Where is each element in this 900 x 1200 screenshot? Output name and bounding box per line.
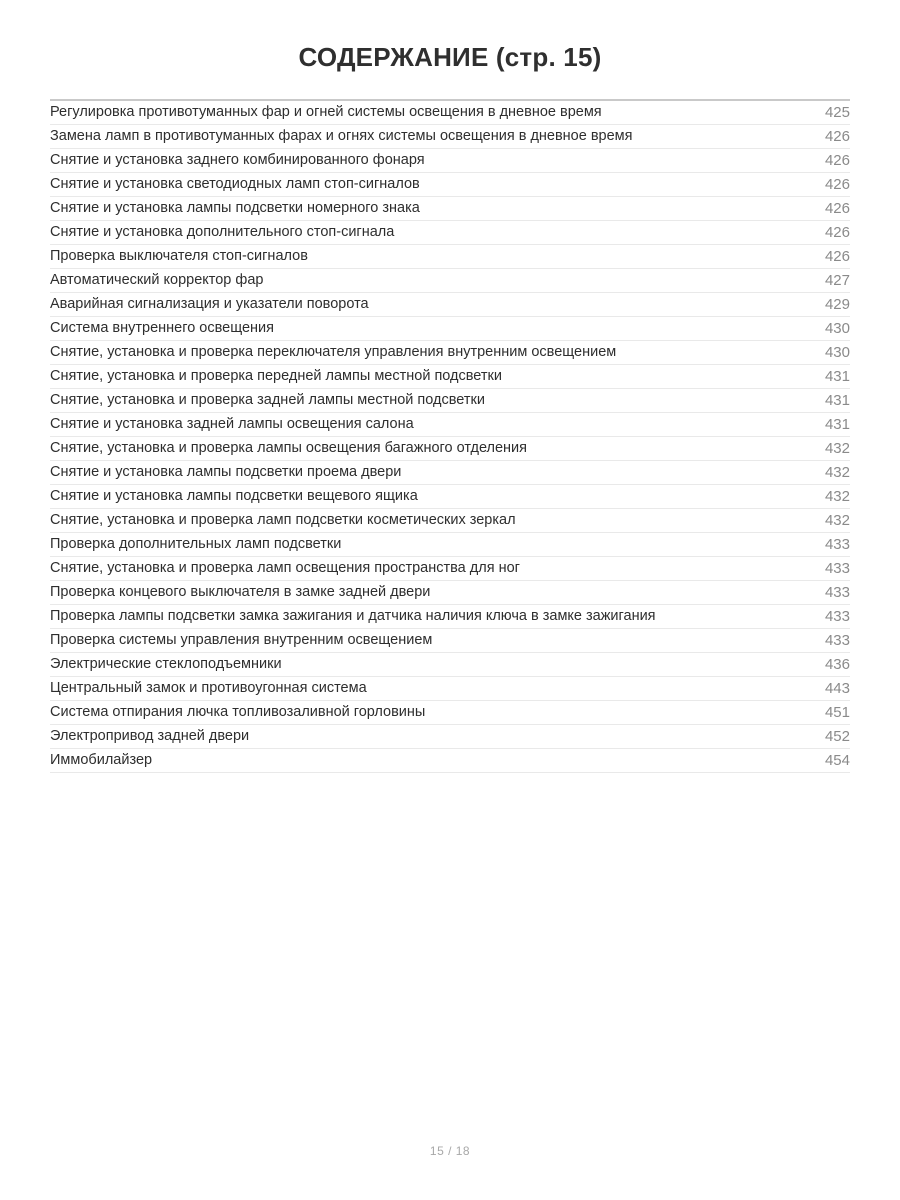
toc-row[interactable] <box>50 365 850 389</box>
page-title: СОДЕРЖАНИЕ (стр. 15) <box>298 42 602 72</box>
toc-entry-page-number: 436 <box>824 656 850 673</box>
toc-entry-page-number: 426 <box>824 248 850 265</box>
toc-entry-page-number: 429 <box>824 296 850 313</box>
toc-row[interactable] <box>50 269 850 293</box>
toc-entry-title[interactable]: Электропривод задней двери <box>50 728 250 744</box>
toc-entry-title[interactable]: Регулировка противотуманных фар и огней системы освещения в дневное время <box>50 104 602 120</box>
toc-row[interactable] <box>50 461 850 485</box>
toc-entry-title[interactable]: Замена ламп в противотуманных фарах и огнях системы освещения в дневное время <box>50 128 633 144</box>
toc-row[interactable] <box>50 221 850 245</box>
toc-row[interactable] <box>50 389 850 413</box>
toc-row[interactable] <box>50 533 850 557</box>
toc-row[interactable] <box>50 197 850 221</box>
toc-entry-page-number: 431 <box>824 416 850 433</box>
toc-entry-page-number: 443 <box>824 680 850 697</box>
toc-row[interactable] <box>50 557 850 581</box>
toc-row[interactable] <box>50 725 850 749</box>
toc-entry-page-number: 426 <box>824 176 850 193</box>
table-of-contents <box>50 99 850 773</box>
toc-table <box>50 99 850 773</box>
toc-entry-title[interactable]: Снятие и установка задней лампы освещения салона <box>50 416 414 432</box>
toc-entry-title[interactable]: Снятие, установка и проверка передней лампы местной подсветки <box>50 368 502 384</box>
toc-entry-page-number: 426 <box>824 128 850 145</box>
toc-row[interactable] <box>50 437 850 461</box>
toc-entry-title[interactable]: Проверка концевого выключателя в замке задней двери <box>50 584 431 600</box>
toc-row[interactable] <box>50 677 850 701</box>
toc-row[interactable] <box>50 293 850 317</box>
toc-entry-title[interactable]: Проверка выключателя стоп-сигналов <box>50 248 308 264</box>
toc-row[interactable] <box>50 701 850 725</box>
toc-entry-title[interactable]: Снятие, установка и проверка ламп освещения пространства для ног <box>50 560 520 576</box>
toc-entry-title[interactable]: Проверка дополнительных ламп подсветки <box>50 536 342 552</box>
toc-entry-title[interactable]: Снятие, установка и проверка переключателя управления внутренним освещением <box>50 344 617 360</box>
toc-entry-title[interactable]: Центральный замок и противоугонная система <box>50 680 367 696</box>
toc-row[interactable] <box>50 749 850 773</box>
toc-entry-page-number: 426 <box>824 200 850 217</box>
toc-entry-page-number: 430 <box>824 344 850 361</box>
toc-entry-title[interactable]: Система отпирания лючка топливозаливной горловины <box>50 704 426 720</box>
toc-entry-page-number: 433 <box>824 536 850 553</box>
toc-row[interactable] <box>50 509 850 533</box>
toc-row[interactable] <box>50 413 850 437</box>
toc-entry-title[interactable]: Снятие, установка и проверка лампы освещения багажного отделения <box>50 440 528 456</box>
toc-row[interactable] <box>50 581 850 605</box>
toc-row[interactable] <box>50 245 850 269</box>
toc-row[interactable] <box>50 125 850 149</box>
toc-row[interactable] <box>50 341 850 365</box>
toc-entry-title[interactable]: Снятие и установка лампы подсветки номерного знака <box>50 200 420 216</box>
toc-entry-page-number: 426 <box>824 152 850 169</box>
toc-entry-page-number: 432 <box>824 512 850 529</box>
toc-entry-page-number: 452 <box>824 728 850 745</box>
toc-row[interactable] <box>50 605 850 629</box>
toc-entry-title[interactable]: Снятие и установка лампы подсветки проема двери <box>50 464 402 480</box>
toc-row[interactable] <box>50 485 850 509</box>
toc-entry-title[interactable]: Снятие, установка и проверка ламп подсветки косметических зеркал <box>50 512 516 528</box>
toc-entry-page-number: 454 <box>824 752 850 769</box>
toc-entry-title[interactable]: Аварийная сигнализация и указатели поворота <box>50 296 369 312</box>
toc-entry-page-number: 432 <box>824 464 850 481</box>
toc-entry-page-number: 433 <box>824 608 850 625</box>
page-footer: 15 / 18 <box>429 1144 471 1158</box>
toc-row[interactable] <box>50 173 850 197</box>
toc-entry-page-number: 432 <box>824 488 850 505</box>
toc-entry-title[interactable]: Снятие и установка заднего комбинированного фонаря <box>50 152 425 168</box>
toc-entry-title[interactable]: Снятие и установка лампы подсветки вещевого ящика <box>50 488 418 504</box>
toc-entry-title[interactable]: Снятие, установка и проверка задней лампы местной подсветки <box>50 392 485 408</box>
toc-entry-page-number: 433 <box>824 632 850 649</box>
toc-entry-page-number: 430 <box>824 320 850 337</box>
toc-entry-title[interactable]: Проверка лампы подсветки замка зажигания и датчика наличия ключа в замке зажигания <box>50 608 656 624</box>
toc-row[interactable] <box>50 629 850 653</box>
toc-entry-title[interactable]: Электрические стеклоподъемники <box>50 656 282 672</box>
toc-entry-page-number: 431 <box>824 368 850 385</box>
toc-entry-page-number: 433 <box>824 584 850 601</box>
toc-entry-title[interactable]: Проверка системы управления внутренним освещением <box>50 632 433 648</box>
toc-entry-page-number: 433 <box>824 560 850 577</box>
toc-entry-page-number: 432 <box>824 440 850 457</box>
toc-row[interactable] <box>50 100 850 125</box>
toc-entry-page-number: 451 <box>824 704 850 721</box>
toc-entry-title[interactable]: Иммобилайзер <box>50 752 153 768</box>
toc-entry-title[interactable]: Снятие и установка дополнительного стоп-сигнала <box>50 224 395 240</box>
toc-row[interactable] <box>50 653 850 677</box>
toc-table-body <box>50 100 850 773</box>
toc-entry-page-number: 427 <box>824 272 850 289</box>
toc-entry-title[interactable]: Снятие и установка светодиодных ламп стоп-сигналов <box>50 176 420 192</box>
toc-row[interactable] <box>50 317 850 341</box>
toc-entry-title[interactable]: Система внутреннего освещения <box>50 320 275 336</box>
toc-entry-page-number: 425 <box>824 104 850 121</box>
toc-entry-title[interactable]: Автоматический корректор фар <box>50 272 264 288</box>
toc-row[interactable] <box>50 149 850 173</box>
toc-entry-page-number: 431 <box>824 392 850 409</box>
toc-entry-page-number: 426 <box>824 224 850 241</box>
